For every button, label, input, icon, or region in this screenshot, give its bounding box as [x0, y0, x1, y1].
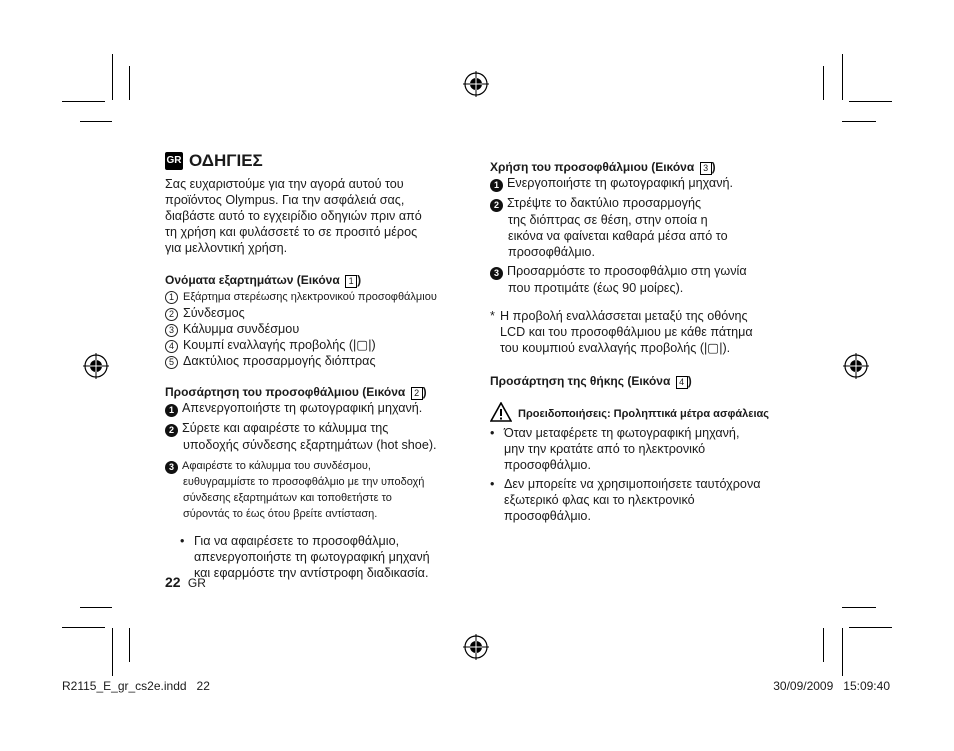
page-number-value: 22 — [165, 574, 181, 590]
list-item — [165, 305, 475, 321]
heading-text: Ονόματα εξαρτημάτων (Εικόνα — [165, 273, 340, 287]
intro-line: διαβάστε αυτό το εγχειρίδιο οδηγιών πριν από — [165, 209, 422, 223]
use-note — [490, 308, 810, 356]
step-text: προσοφθάλμιο. — [508, 245, 595, 259]
crop-mark — [823, 628, 824, 662]
intro-paragraph — [165, 176, 475, 256]
case-heading — [490, 373, 810, 389]
registration-mark-icon — [463, 71, 489, 97]
heading-close: ) — [422, 385, 427, 399]
language-badge: GR — [165, 152, 183, 170]
warning-heading — [490, 402, 810, 422]
note-line: του κουμπιού εναλλαγής προβολής (|▢|). — [500, 341, 731, 355]
crop-mark — [62, 101, 105, 102]
step-text: εικόνα να φαίνεται καθαρά μέσα από το — [508, 229, 728, 243]
note-line: Για να αφαιρέσετε το προσοφθάλμιο, — [194, 534, 400, 548]
crop-mark — [112, 628, 113, 676]
warning-line: Δεν μπορείτε να χρησιμοποιήσετε ταυτόχρονα — [504, 477, 761, 491]
crop-mark — [849, 101, 892, 102]
heading-text: Προσάρτηση της θήκης (Εικόνα — [490, 374, 671, 388]
title-text: ΟΔΗΓΙΕΣ — [189, 151, 263, 170]
list-item — [165, 353, 475, 369]
warning-line: Όταν μεταφέρετε τη φωτογραφική μηχανή, — [504, 426, 740, 440]
step-text: Αφαιρέστε το κάλυμμα του συνδέσμου, — [182, 460, 371, 472]
intro-line: τη χρήση και φυλάσσετέ το σε προσιτό μέρος — [165, 225, 418, 239]
item-text: Κουμπί εναλλαγής προβολής (|▢|) — [183, 338, 376, 352]
list-item — [165, 337, 475, 353]
crop-mark — [80, 607, 112, 608]
heading-close: ) — [357, 273, 362, 287]
asterisk: * — [490, 309, 495, 323]
warning-item — [490, 425, 810, 473]
registration-mark-icon — [843, 353, 869, 379]
crop-mark — [129, 628, 130, 662]
step-text: Σύρετε και αφαιρέστε το κάλυμμα της — [182, 421, 389, 435]
step-number: 3 — [490, 267, 503, 280]
heading-text: Χρήση του προσοφθάλμιου (Εικόνα — [490, 160, 695, 174]
intro-line: Σας ευχαριστούμε για την αγορά αυτού του — [165, 177, 404, 191]
heading-close: ) — [687, 374, 692, 388]
note-line: απενεργοποιήστε τη φωτογραφική μηχανή — [194, 550, 430, 564]
use-heading — [490, 159, 810, 175]
attach-heading — [165, 384, 475, 400]
list-item — [165, 321, 475, 337]
step-number: 2 — [165, 424, 178, 437]
page-title — [165, 151, 475, 171]
step-text: που προτιμάτε (έως 90 μοίρες). — [508, 281, 684, 295]
step-3 — [165, 458, 475, 522]
warning-title: Προειδοποιήσεις: Προληπτικά μέτρα ασφάλειας — [518, 408, 769, 420]
crop-mark — [129, 66, 130, 100]
step-text: της διόπτρας σε θέση, στην οποία η — [508, 213, 708, 227]
intro-line: για μελλοντική χρήση. — [165, 241, 288, 255]
step-text: σύνδεσης εξαρτημάτων και τοποθετήστε το — [183, 492, 392, 504]
step-number: 3 — [165, 461, 178, 474]
item-number: 4 — [165, 340, 178, 353]
item-text: Κάλυμμα συνδέσμου — [183, 322, 300, 336]
warning-line: εξωτερικό φλας και το ηλεκτρονικό — [504, 493, 695, 507]
step-text: ευθυγραμμίστε το προσοφθάλμιο με την υποδοχή — [183, 476, 425, 488]
item-text: Σύνδεσμος — [183, 306, 245, 320]
page-language: GR — [187, 576, 206, 590]
page-number — [165, 574, 206, 590]
parts-heading — [165, 272, 475, 288]
figure-number: 2 — [411, 387, 423, 400]
left-column — [165, 151, 475, 581]
step-1 — [490, 175, 810, 192]
note-line: Η προβολή εναλλάσσεται μεταξύ της οθόνης — [500, 309, 748, 323]
crop-mark — [823, 66, 824, 100]
step-text: Στρέψτε το δακτύλιο προσαρμογής — [507, 196, 702, 210]
crop-mark — [112, 54, 113, 100]
step-2 — [165, 420, 475, 453]
item-number: 1 — [165, 291, 178, 304]
step-text: υποδοχής σύνδεσης εξαρτημάτων (hot shoe). — [183, 438, 437, 452]
step-1 — [165, 400, 475, 417]
item-number: 2 — [165, 308, 178, 321]
step-number: 1 — [490, 179, 503, 192]
heading-close: ) — [711, 160, 716, 174]
note-line: και εφαρμόστε την αντίστροφη διαδικασία. — [194, 566, 429, 580]
item-number: 3 — [165, 324, 178, 337]
registration-mark-icon — [83, 353, 109, 379]
warning-item — [490, 476, 810, 524]
item-text: Εξάρτημα στερέωσης ηλεκτρονικού προσοφθάλμιου — [183, 291, 437, 303]
print-footer-file: R2115_E_gr_cs2e.indd 22 — [62, 679, 210, 693]
figure-number: 1 — [345, 275, 357, 288]
step-text: Απενεργοποιήστε τη φωτογραφική μηχανή. — [182, 401, 423, 415]
item-text: Δακτύλιος προσαρμογής διόπτρας — [183, 354, 376, 368]
figure-number: 3 — [700, 162, 712, 175]
bullet: • — [180, 534, 185, 548]
bullet: • — [490, 426, 495, 440]
print-footer-datetime: 30/09/2009 15:09:40 — [773, 679, 890, 693]
warning-line: προσοφθάλμιο. — [504, 509, 591, 523]
step-3 — [490, 263, 810, 296]
step-number: 1 — [165, 404, 178, 417]
registration-mark-icon — [463, 634, 489, 660]
step-text: Προσαρμόστε το προσοφθάλμιο στη γωνία — [507, 264, 747, 278]
step-text: Ενεργοποιήστε τη φωτογραφική μηχανή. — [507, 176, 733, 190]
right-column — [490, 159, 810, 524]
crop-mark — [842, 54, 843, 100]
attach-note — [165, 533, 475, 581]
heading-text: Προσάρτηση του προσοφθάλμιου (Εικόνα — [165, 385, 406, 399]
crop-mark — [80, 121, 112, 122]
list-item — [165, 289, 475, 305]
crop-mark — [842, 628, 843, 676]
crop-mark — [849, 627, 892, 628]
figure-number: 4 — [676, 376, 688, 389]
step-text: σύροντάς το έως ότου βρείτε αντίσταση. — [183, 508, 378, 520]
step-number: 2 — [490, 199, 503, 212]
warning-icon — [490, 402, 512, 422]
item-number: 5 — [165, 356, 178, 369]
warning-line: προσοφθάλμιο. — [504, 458, 591, 472]
warning-line: μην την κρατάτε από το ηλεκτρονικό — [504, 442, 706, 456]
crop-mark — [842, 121, 876, 122]
note-line: LCD και του προσοφθάλμιου με κάθε πάτημα — [500, 325, 753, 339]
crop-mark — [62, 627, 105, 628]
intro-line: προϊόντος Olympus. Για την ασφάλειά σας, — [165, 193, 405, 207]
bullet: • — [490, 477, 495, 491]
crop-mark — [842, 607, 876, 608]
step-2 — [490, 195, 810, 260]
parts-list — [165, 289, 475, 369]
